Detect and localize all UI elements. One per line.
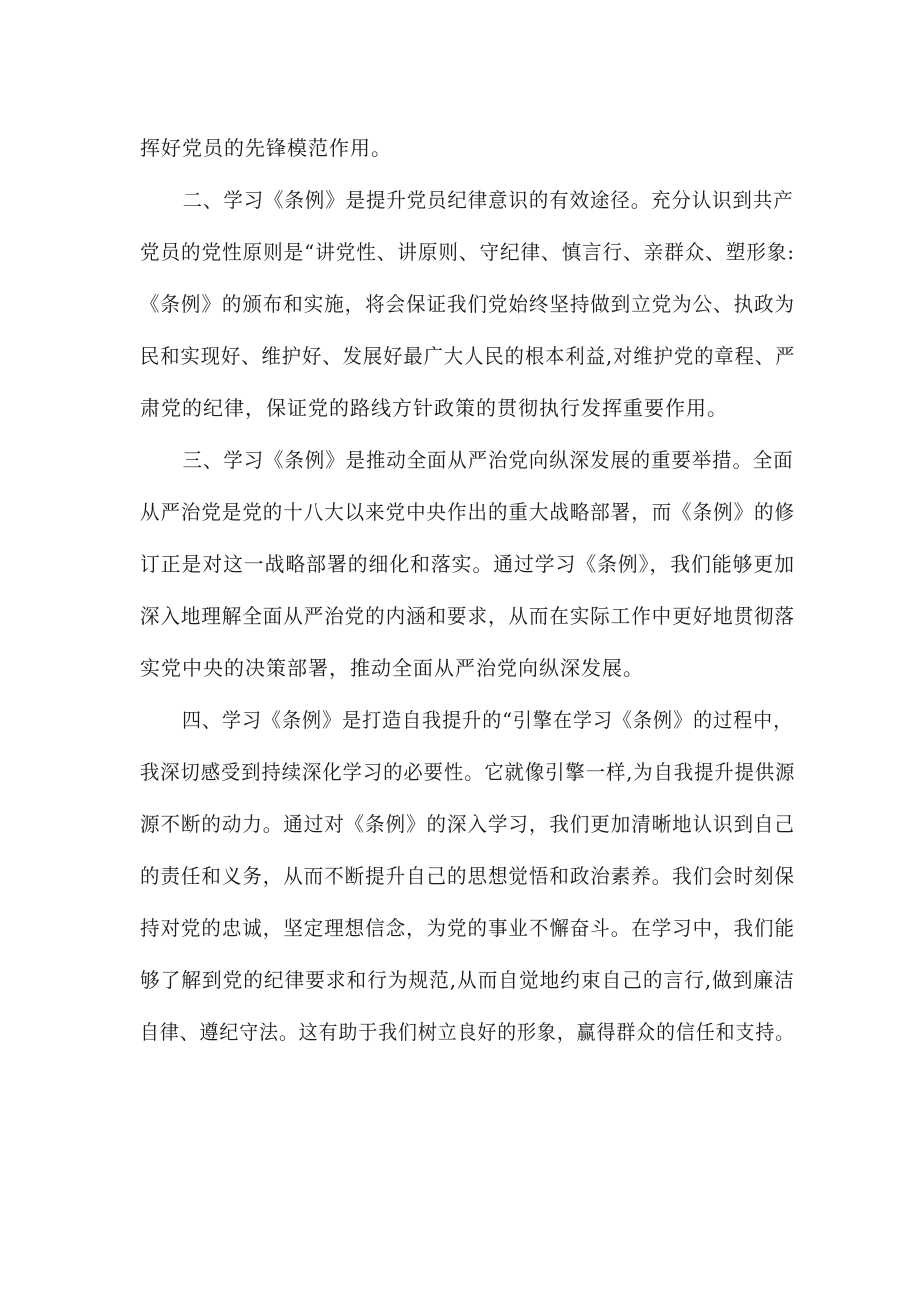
text-line: 订正是对这一战略部署的细化和落实。通过学习《条例》，我们能够更加	[140, 552, 795, 576]
paragraph-section-3	[140, 434, 795, 694]
paragraph-continuation	[140, 122, 795, 174]
text-line: 挥好党员的先锋模范作用。	[140, 136, 392, 160]
paragraph-section-2	[140, 174, 795, 434]
text-line: 持对党的忠诚，坚定理想信念，为党的事业不懈奋斗。在学习中，我们能	[140, 916, 795, 940]
text-line: 肃党的纪律，保证党的路线方针政策的贯彻执行发挥重要作用。	[140, 396, 728, 420]
text-line: 从严治党是党的十八大以来党中央作出的重大战略部署，而《条例》的修	[140, 500, 795, 524]
document-body	[140, 122, 795, 1058]
text-line: 我深切感受到持续深化学习的必要性。它就像引擎一样,为自我提升提供源	[140, 760, 796, 784]
text-line: 深入地理解全面从严治党的内涵和要求，从而在实际工作中更好地贯彻落	[140, 604, 795, 628]
text-line: 《条例》的颁布和实施，将会保证我们党始终坚持做到立党为公、执政为	[140, 292, 795, 316]
text-line: 的责任和义务，从而不断提升自己的思想觉悟和政治素养。我们会时刻保	[140, 864, 795, 888]
text-line: 三、学习《条例》是推动全面从严治党向纵深发展的重要举措。全面	[182, 448, 794, 472]
paragraph-section-4	[140, 694, 795, 1058]
text-line: 源不断的动力。通过对《条例》的深入学习，我们更加清晰地认识到自己	[140, 812, 795, 836]
text-line: 够了解到党的纪律要求和行为规范,从而自觉地约束自己的言行,做到廉洁	[140, 968, 795, 992]
text-line: 自律、遵纪守法。这有助于我们树立良好的形象，赢得群众的信任和支持。	[140, 1020, 796, 1044]
text-line: 实党中央的决策部署，推动全面从严治党向纵深发展。	[140, 656, 644, 680]
text-line: 党员的党性原则是“讲党性、讲原则、守纪律、慎言行、亲群众、塑形象:	[140, 240, 795, 264]
text-line: 民和实现好、维护好、发展好最广大人民的根本利益,对维护党的章程、严	[140, 344, 796, 368]
text-line: 二、学习《条例》是提升党员纪律意识的有效途径。充分认识到共产	[182, 188, 794, 212]
text-line: 四、学习《条例》是打造自我提升的“引擎在学习《条例》的过程中，	[181, 708, 794, 732]
